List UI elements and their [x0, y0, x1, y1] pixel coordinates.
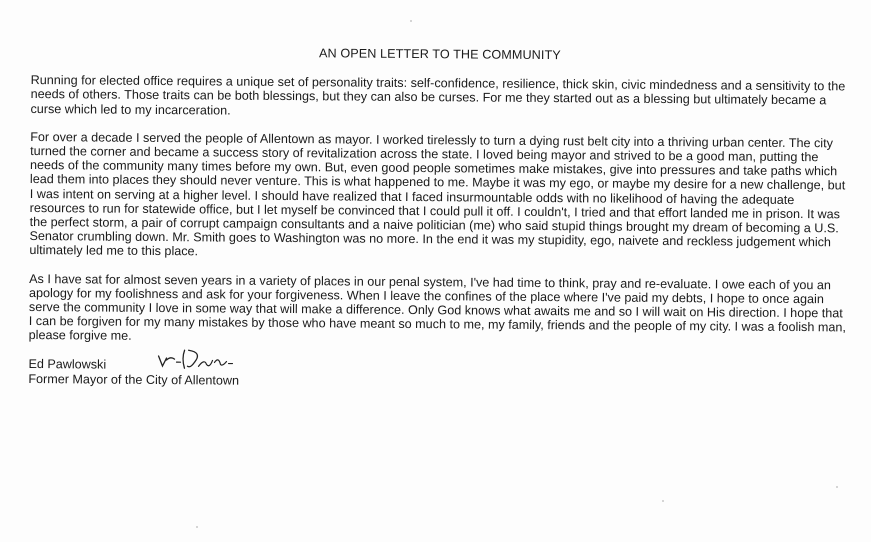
- paragraph-1: Running for elected office requires a unique set of personality traits: self-confidence, resilience, thick skin, civic mindedness and a sensitivity to the needs of others. Those traits can be both blessings, but they can also be curses. For me they started out as a blessing but ultimately became a curse which led to my incarceration.: [30, 73, 846, 118]
- paragraph-3: As I have sat for almost seven years in a variety of places in our penal system, I've had time to think, pray and re-evaluate. I owe each of you an apology for my foolishness and ask for your forgiveness. When I leave the confines of the place where I've paid my debts, I hope to once again serve the community I love in some way that will make a difference. Only God knows what awaits me and so I will wait on His direction. I hope that I can be forgiven for my many mistakes by those who have meant so much to me, my family, friends and the people of my city. I was a foolish man, please forgive me.: [28, 271, 846, 344]
- signer-title: Former Mayor of the City of Allentown: [28, 371, 240, 388]
- scan-speck: [662, 500, 664, 502]
- signature-block: [28, 357, 846, 399]
- scan-speck: [836, 486, 838, 488]
- scan-speck: [196, 526, 198, 528]
- letter-body: [28, 44, 849, 399]
- scan-speck: [410, 20, 412, 22]
- paragraph-2: For over a decade I served the people of Allentown as mayor. I worked tirelessly to turn a dying rust belt city into a thriving urban center. The city turned the corner and became a success story of revitalization across the state. I loved being mayor and strived to be a good man, putting the needs of the community many times before my own. But, even good people sometimes make mistakes, give into pressures and take paths which lead them into places they should never venture. This is what happened to me. Maybe it was my ego, or maybe my desire for a new challenge, but I was intent on serving at a higher level. I should have realized that I faced insurmountable odds with no likelihood of having the adequate resources to run for statewide office, but I let myself be convinced that I could pull it off. I couldn't, I tried and that effort landed me in prison. It was the perfect storm, a pair of corrupt campaign consultants and a naive politician (me) who said stupid things brought my dream of becoming a U.S. Senator crumbling down. Mr. Smith goes to Washington was no more. In the end it was my stupidity, ego, naivete and reckless judgement which ultimately led me to this place.: [29, 129, 846, 259]
- letter-title: AN OPEN LETTER TO THE COMMUNITY: [319, 46, 561, 63]
- signer-name: Ed Pawlowski: [28, 356, 107, 372]
- handwritten-signature: [154, 346, 244, 377]
